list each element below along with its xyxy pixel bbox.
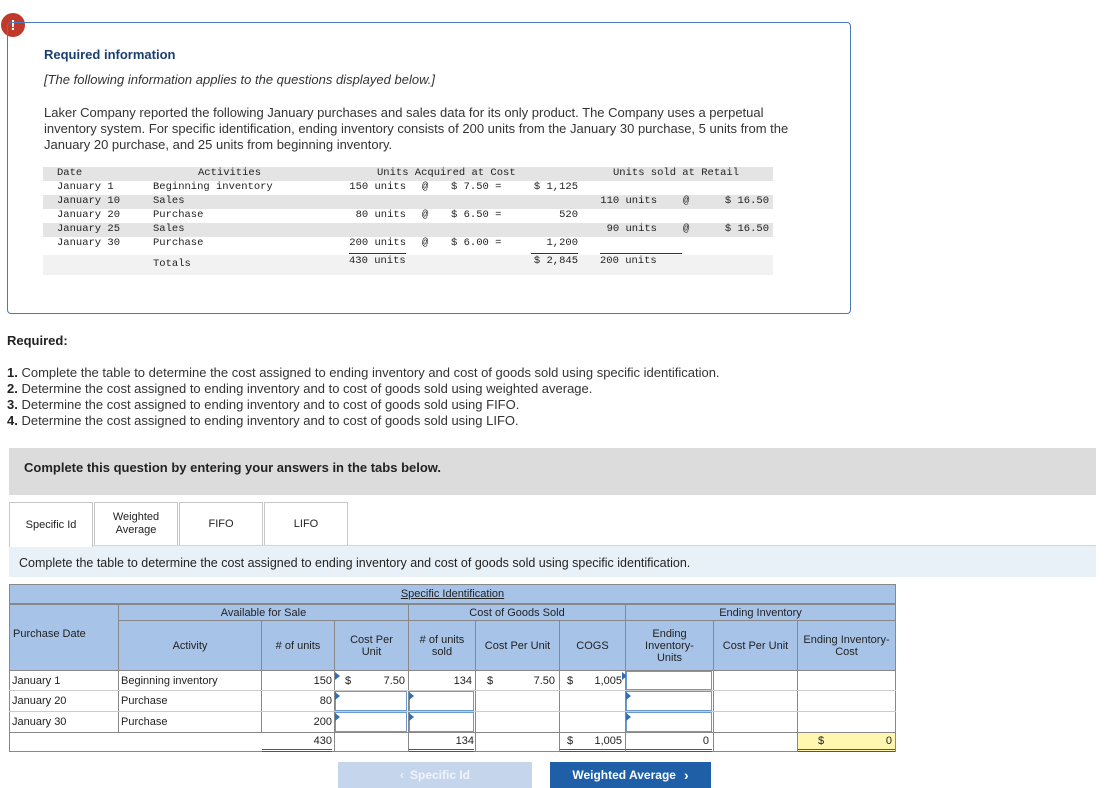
- table-row: [43, 195, 773, 209]
- row-activity: Purchase: [121, 716, 168, 728]
- table-cell-acq-units: 150 units: [349, 181, 406, 193]
- row-activity: Purchase: [121, 695, 168, 707]
- total-cogs-cell: [560, 733, 625, 752]
- header-acquired: Units Acquired at Cost: [377, 167, 516, 179]
- hdr-cogs: COGS: [559, 620, 625, 670]
- row-units-sold: 134: [453, 674, 472, 687]
- grid-title: Specific Identification: [400, 588, 505, 600]
- table-row: [43, 181, 773, 195]
- table-cell-sold-price: $ 16.50: [724, 223, 769, 235]
- total-ending-dollar: $: [818, 735, 825, 747]
- next-button-label: Weighted Average: [572, 768, 676, 782]
- row-date: January 20: [12, 695, 67, 707]
- required-label: Required:: [7, 333, 68, 348]
- required-item: 2. Determine the cost assigned to ending inventory and to cost of goods sold using weighted average.: [7, 381, 593, 396]
- header-sold: Units sold at Retail: [613, 167, 740, 179]
- totals-acq-units: 430 units: [349, 255, 406, 267]
- row-cogs-cpu-dollar: $: [487, 674, 494, 687]
- purchases-sales-table: [43, 167, 773, 276]
- total-ending-cost-cell: [798, 733, 895, 752]
- row-cpu-dollar: $: [345, 674, 352, 687]
- table-cell-acq-at: @: [422, 237, 429, 249]
- total-ending-cost: 0: [885, 735, 892, 747]
- row-cpu: 7.50: [383, 674, 405, 687]
- total-units: 430: [262, 733, 332, 752]
- prev-button-label: Specific Id: [409, 768, 471, 782]
- total-ending-units: 0: [626, 733, 712, 752]
- table-cell-acq-at: @: [422, 181, 429, 193]
- table-cell-activity: Purchase: [153, 209, 204, 221]
- tab-fifo[interactable]: FIFO: [179, 502, 263, 546]
- cost-per-unit-input[interactable]: [335, 691, 407, 711]
- required-item: 3. Determine the cost assigned to ending inventory and to cost of goods sold using FIFO.: [7, 397, 520, 412]
- info-title: Required information: [44, 47, 176, 62]
- chevron-right-icon: ›: [683, 767, 689, 783]
- tab-weighted-average[interactable]: Weighted Average: [94, 502, 178, 546]
- instruction-text: Complete the table to determine the cost assigned to ending inventory and cost of goods sold using specific identification.: [19, 556, 691, 570]
- row-units: 200: [313, 716, 332, 728]
- totals-label: Totals: [153, 258, 191, 270]
- info-paragraph: Laker Company reported the following January purchases and sales data for its only product. The Company uses a perpetual inventory system. For specific identification, ending inventory consists of 200 units from the January 30 purchase, 5 units from the January 20 purchase, and 25 units from beginning inventory.: [44, 105, 789, 152]
- answer-flag-icon: [335, 672, 340, 680]
- table-cell-sold-at: @: [683, 223, 690, 235]
- table-cell-activity: Sales: [153, 195, 185, 207]
- specific-id-grid: [9, 584, 896, 752]
- alert-icon: !: [1, 13, 25, 37]
- tab-lifo[interactable]: LIFO: [264, 502, 348, 546]
- table-cell-acq-cost: $ 7.50 =: [451, 181, 502, 193]
- table-cell-acq-cost: $ 6.50 =: [451, 209, 502, 221]
- units-sold-input[interactable]: [409, 712, 474, 732]
- table-cell-acq-total: $ 1,125: [533, 181, 578, 193]
- required-item: 4. Determine the cost assigned to ending inventory and to cost of goods sold using LIFO.: [7, 413, 519, 428]
- table-cell-acq-total: 1,200: [546, 237, 578, 249]
- hdr-available-for-sale: Available for Sale: [118, 604, 408, 620]
- table-cell-date: January 1: [57, 181, 114, 193]
- table-cell-date: January 25: [57, 223, 121, 235]
- table-cell-activity: Purchase: [153, 237, 204, 249]
- table-row: [43, 209, 773, 223]
- tab-specific-id[interactable]: Specific Id: [9, 502, 93, 547]
- hdr-ending-inventory: Ending Inventory: [625, 604, 896, 620]
- ending-units-input[interactable]: [626, 691, 712, 711]
- hdr-cost-per-unit: Cost Per Unit: [334, 620, 408, 670]
- totals-sold-units: 200 units: [600, 253, 682, 267]
- header-activities: Activities: [198, 167, 262, 179]
- units-sold-input[interactable]: [409, 691, 474, 711]
- chevron-left-icon: ‹: [399, 768, 404, 782]
- table-header-row: [43, 167, 773, 181]
- row-units: 80: [319, 695, 332, 707]
- answer-flag-icon: [409, 692, 414, 700]
- grid-divider: [118, 670, 119, 732]
- table-cell-sold-units: 90 units: [606, 223, 657, 235]
- hdr-units-sold: # of units sold: [408, 620, 475, 670]
- hdr-ending-cost-per-unit: Cost Per Unit: [713, 620, 797, 670]
- answer-flag-icon: [626, 713, 631, 721]
- answer-flag-icon: [335, 713, 340, 721]
- table-cell-sold-units: 110 units: [600, 195, 657, 207]
- hdr-activity: Activity: [118, 620, 261, 670]
- ending-units-input[interactable]: [626, 712, 712, 732]
- table-totals-row: [43, 255, 773, 275]
- table-cell-activity: Beginning inventory: [153, 181, 273, 193]
- required-list: [7, 365, 720, 429]
- total-cogs-dollar: $: [567, 735, 574, 747]
- table-cell-acq-units: 200 units: [349, 237, 406, 249]
- table-cell-date: January 10: [57, 195, 121, 207]
- total-cogs: 1,005: [594, 735, 622, 747]
- total-units-sold: 134: [409, 733, 474, 752]
- hdr-ending-units: Ending Inventory- Units: [625, 620, 713, 670]
- complete-prompt: Complete this question by entering your answers in the tabs below.: [24, 460, 442, 475]
- instruction-band: [9, 545, 1096, 577]
- row-activity: Beginning inventory: [121, 674, 218, 687]
- row-date: January 1: [12, 674, 61, 687]
- totals-acq-total: $ 2,845: [531, 253, 578, 267]
- ending-units-input[interactable]: [626, 671, 712, 690]
- grid-title-cell: [9, 584, 896, 604]
- row-cogs: 1,005: [594, 674, 622, 687]
- info-subtitle: [The following information applies to the questions displayed below.]: [44, 72, 435, 87]
- table-cell-activity: Sales: [153, 223, 185, 235]
- next-button[interactable]: [550, 762, 711, 788]
- answer-flag-icon: [409, 713, 414, 721]
- table-cell-date: January 20: [57, 209, 121, 221]
- row-cogs-cpu: 7.50: [533, 674, 555, 687]
- hdr-spacer: [9, 604, 118, 620]
- answer-flag-icon: [335, 692, 340, 700]
- table-cell-date: January 30: [57, 237, 121, 249]
- hdr-purchase-date: Purchase Date: [9, 620, 118, 670]
- hdr-ending-cost: Ending Inventory- Cost: [797, 620, 896, 670]
- table-cell-acq-total: 520: [559, 209, 578, 221]
- hdr-cost-of-goods-sold: Cost of Goods Sold: [408, 604, 625, 620]
- hdr-units: # of units: [261, 620, 334, 670]
- table-cell-acq-cost: $ 6.00 =: [451, 237, 502, 249]
- table-row: [43, 223, 773, 237]
- table-cell-sold-at: @: [683, 195, 690, 207]
- table-cell-acq-at: @: [422, 209, 429, 221]
- table-row: [43, 237, 773, 251]
- row-units: 150: [313, 674, 332, 687]
- row-cogs-dollar: $: [567, 674, 574, 687]
- hdr-cogs-cost-per-unit: Cost Per Unit: [475, 620, 559, 670]
- header-date: Date: [57, 167, 83, 179]
- required-item: 1. Complete the table to determine the cost assigned to ending inventory and cost of goods sold using specific identification.: [7, 365, 720, 380]
- cost-per-unit-input[interactable]: [335, 712, 407, 732]
- table-cell-acq-units: 80 units: [355, 209, 406, 221]
- prev-button[interactable]: [338, 762, 532, 788]
- table-cell-sold-price: $ 16.50: [724, 195, 769, 207]
- complete-prompt-band: [9, 448, 1096, 495]
- row-date: January 30: [12, 716, 67, 728]
- answer-flag-icon: [626, 692, 631, 700]
